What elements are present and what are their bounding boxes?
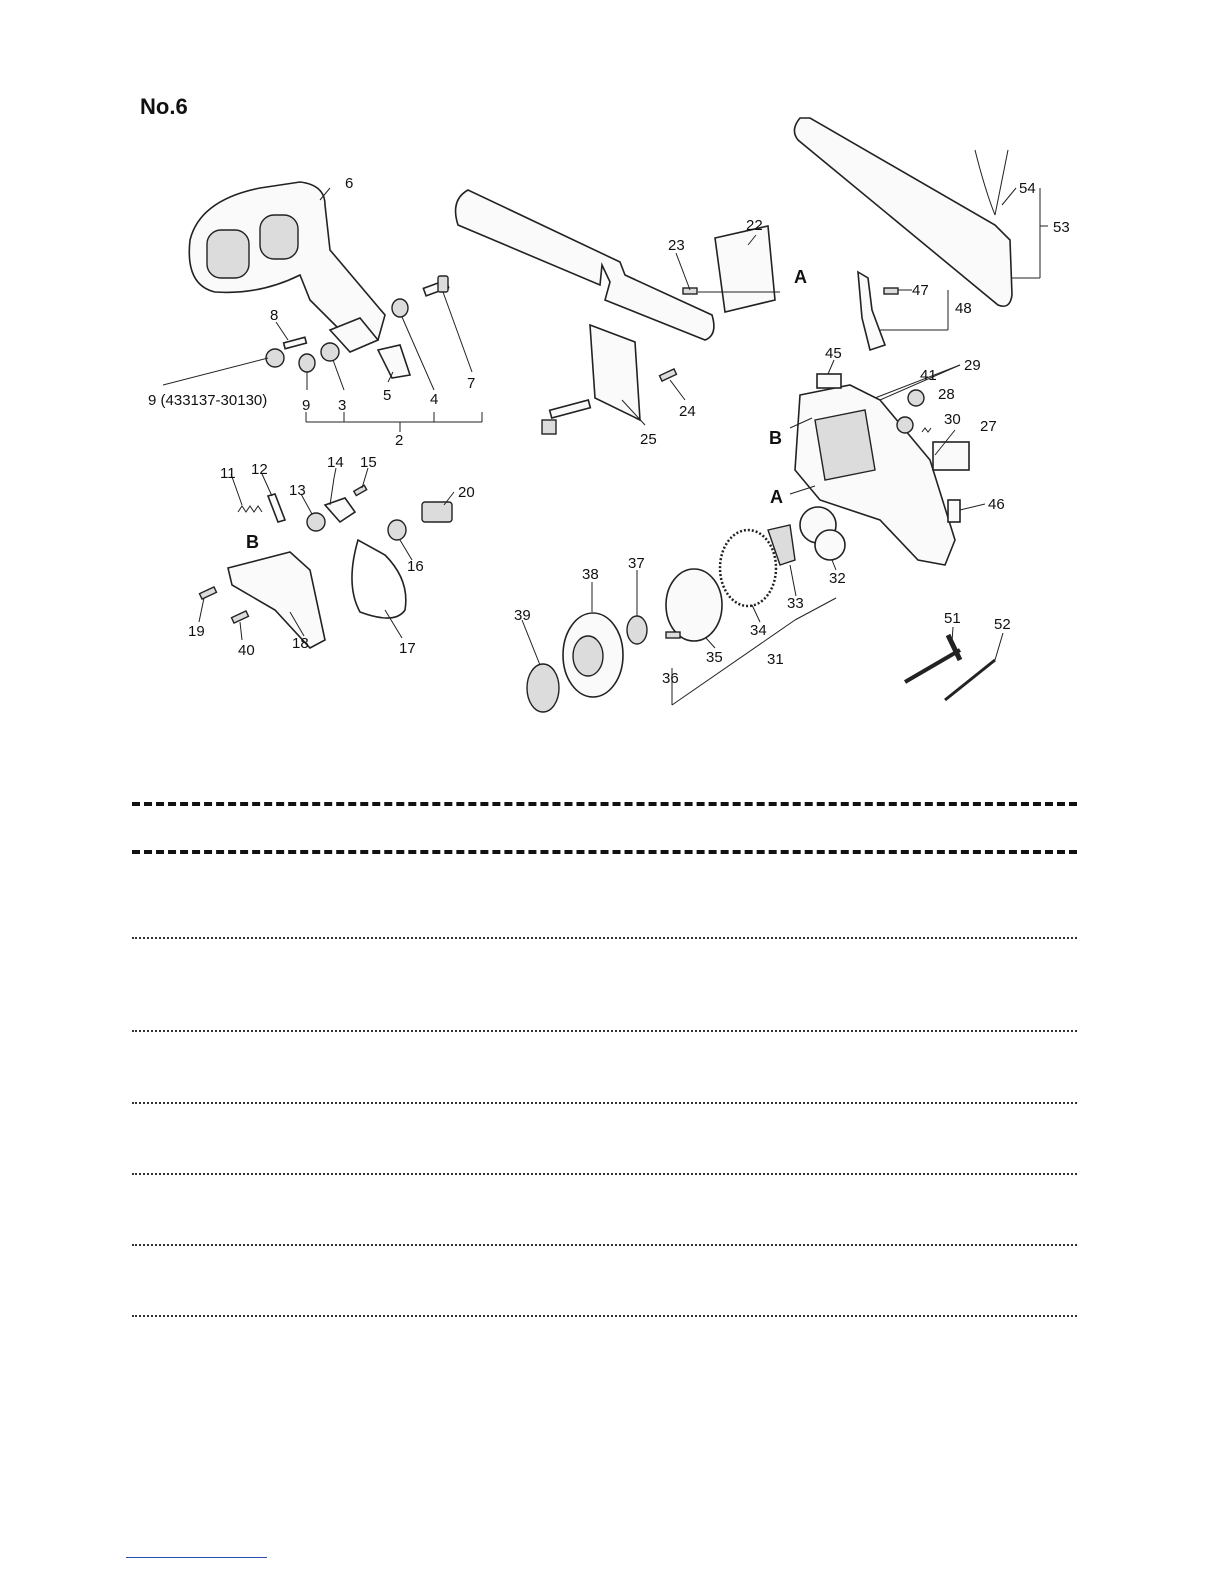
part-37-bearing xyxy=(627,616,647,644)
callout-30: 30 xyxy=(944,411,961,428)
part-54-strap xyxy=(975,150,1008,215)
part-11-spring xyxy=(238,506,262,512)
callout-7: 7 xyxy=(467,375,476,392)
callout-40: 40 xyxy=(238,642,255,659)
callout-23: 23 xyxy=(668,237,685,254)
part-9a-nut xyxy=(266,349,284,367)
exploded-parts-diagram xyxy=(0,0,1224,760)
callout-12: 12 xyxy=(251,461,268,478)
callout-48: 48 xyxy=(955,300,972,317)
callout-ref-a-right: A xyxy=(770,487,783,507)
callout-54: 54 xyxy=(1019,180,1036,197)
page-title: No.6 xyxy=(140,94,188,119)
part-14-brake-lever xyxy=(325,478,355,522)
part-6-hand-guard xyxy=(189,182,385,352)
callout-34: 34 xyxy=(750,622,767,639)
callout-38: 38 xyxy=(582,566,599,583)
part-41-nut xyxy=(908,390,924,406)
callout-5: 5 xyxy=(383,387,392,404)
part-24-screw xyxy=(659,369,676,381)
callout-17: 17 xyxy=(399,640,416,657)
table-row-divider xyxy=(132,1244,1077,1246)
callout-52: 52 xyxy=(994,616,1011,633)
footer-link-underline xyxy=(126,1557,267,1558)
callout-24: 24 xyxy=(679,403,696,420)
part-32-clutch-shoe xyxy=(800,507,845,560)
callout-41: 41 xyxy=(920,367,937,384)
part-12-lever xyxy=(268,494,285,522)
callout-ref-b-left: B xyxy=(246,532,259,552)
callout-13: 13 xyxy=(289,482,306,499)
part-25-plate xyxy=(590,325,640,420)
callout-19: 19 xyxy=(188,623,205,640)
part-39-sprocket xyxy=(527,664,559,712)
callout-ref-b-right: B xyxy=(769,428,782,448)
callout-33: 33 xyxy=(787,595,804,612)
part-16-collar xyxy=(388,520,406,540)
table-row-divider xyxy=(132,1030,1077,1032)
table-row-divider xyxy=(132,1315,1077,1317)
part-47-screw xyxy=(884,288,898,294)
part-19-screw xyxy=(199,587,216,599)
part-13-collar xyxy=(307,513,325,531)
callout-20: 20 xyxy=(458,484,475,501)
callout-32: 32 xyxy=(829,570,846,587)
callout-4: 4 xyxy=(430,391,439,408)
part-22-plate xyxy=(715,226,775,312)
guide-bar xyxy=(456,190,714,340)
part-18-brake-base xyxy=(228,552,325,648)
part-34-clutch-spring xyxy=(720,530,776,606)
callout-3: 3 xyxy=(338,397,347,414)
callout-35: 35 xyxy=(706,649,723,666)
part-15-screw xyxy=(354,485,367,495)
part-28-nut xyxy=(897,417,913,433)
callout-8: 8 xyxy=(270,307,279,324)
callout-2: 2 xyxy=(395,432,404,449)
table-row-divider xyxy=(132,937,1077,939)
callout-14: 14 xyxy=(327,454,344,471)
callout-45: 45 xyxy=(825,345,842,362)
callout-9a: 9 (433137-30130) xyxy=(148,392,268,409)
callout-18: 18 xyxy=(292,635,309,652)
part-27-label xyxy=(933,442,969,470)
table-header-rule-bottom xyxy=(132,850,1077,854)
part-40-screw xyxy=(231,611,248,623)
callout-16: 16 xyxy=(407,558,424,575)
callout-29: 29 xyxy=(964,357,981,374)
part-46-label xyxy=(948,500,960,522)
part-53-bar-cover xyxy=(794,118,1012,306)
callout-9: 9 xyxy=(302,397,311,414)
callout-27: 27 xyxy=(980,418,997,435)
callout-51: 51 xyxy=(944,610,961,627)
part-20-cushion xyxy=(422,502,452,522)
table-row-divider xyxy=(132,1173,1077,1175)
part-52-screwdriver xyxy=(945,660,995,700)
table-header-rule-top xyxy=(132,802,1077,806)
callout-15: 15 xyxy=(360,454,377,471)
callout-47: 47 xyxy=(912,282,929,299)
callout-28: 28 xyxy=(938,386,955,403)
callout-39: 39 xyxy=(514,607,531,624)
callout-6: 6 xyxy=(345,175,354,192)
part-3-washer xyxy=(321,343,339,361)
table-row-divider xyxy=(132,1102,1077,1104)
callout-22: 22 xyxy=(746,217,763,234)
callout-53: 53 xyxy=(1053,219,1070,236)
callout-11: 11 xyxy=(220,465,236,482)
part-38-clutch-drum xyxy=(563,613,623,697)
part-17-brake-band xyxy=(352,540,406,618)
part-5-spring xyxy=(378,345,410,378)
callout-36: 36 xyxy=(662,670,679,687)
part-45-label xyxy=(817,374,841,388)
part-30-spring xyxy=(922,428,931,432)
callout-ref-a-top: A xyxy=(794,267,807,287)
callout-25: 25 xyxy=(640,431,657,448)
part-35-clutch-shoes xyxy=(666,569,722,641)
callout-31: 31 xyxy=(767,651,784,668)
part-9-nut xyxy=(299,354,315,372)
callout-37: 37 xyxy=(628,555,645,572)
part-7-bolt xyxy=(423,276,448,296)
part-51-wrench xyxy=(905,635,960,682)
part-4-nut xyxy=(392,299,408,317)
part-25-bolt xyxy=(542,400,590,434)
part-33-clutch-hub xyxy=(768,525,795,565)
part-36-screw xyxy=(666,632,680,638)
part-48-chain-catcher xyxy=(858,272,885,350)
callout-46: 46 xyxy=(988,496,1005,513)
